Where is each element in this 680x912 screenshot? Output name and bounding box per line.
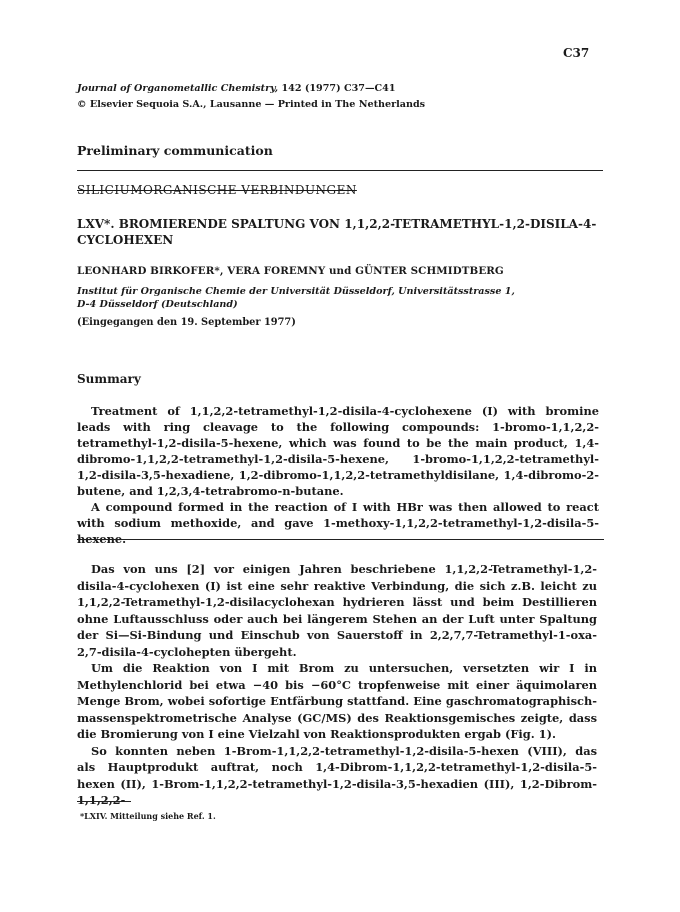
journal-line-1 xyxy=(77,81,425,97)
summary-paragraph: A compound formed in the reaction of I with HBr was then allowed to react with sodium methoxide, and gave 1-methoxy-1,1,2,2-tetramethyl-1,2-disila-5-hexene. xyxy=(77,500,599,546)
affiliation-line-2: D-4 Düsseldorf (Deutschland) xyxy=(77,299,238,310)
article-title: LXV*. BROMIERENDE SPALTUNG VON 1,1,2,2-TETRAMETHYL-1,2-DISILA-4-CYCLOHEXEN xyxy=(77,217,597,247)
journal-title: Journal of Organometallic Chemistry, xyxy=(77,83,279,94)
copyright-line: © Elsevier Sequoia S.A., Lausanne — Printed in The Netherlands xyxy=(77,99,426,110)
body-paragraph: Um die Reaktion von I mit Brom zu untersuchen, versetzten wir I in Methylenchlorid bei etwa −40 bis −60°C tropfenweise mit einer äquimolaren Menge Brom, wobei sofortige Entfärbung stattfand. Eine gaschromatographisch-massenspektrometrische Analyse (GC/MS) des Reaktionsgemisches zeigte, dass die Bromierung von I eine Vielzahl von Reaktionsprodukten ergab (Fig. 1). xyxy=(77,661,597,741)
section-label: Preliminary communication xyxy=(77,143,273,158)
received-date: (Eingegangen den 19. September 1977) xyxy=(77,317,296,328)
summary-text xyxy=(77,403,599,547)
affiliation-line-1: Institut für Organische Chemie der Universität Düsseldorf, Universitätsstrasse 1, xyxy=(77,286,515,297)
journal-citation xyxy=(77,81,425,113)
affiliation xyxy=(77,285,603,311)
body-text xyxy=(77,561,597,809)
footnote-divider xyxy=(77,801,131,802)
author-list: LEONHARD BIRKOFER*, VERA FOREMNY und GÜNTER SCHMIDTBERG xyxy=(77,265,504,277)
header-divider xyxy=(77,170,603,171)
page-number: C37 xyxy=(563,46,590,60)
journal-volume-pages: 142 (1977) C37—C41 xyxy=(278,83,396,94)
summary-paragraph: Treatment of 1,1,2,2-tetramethyl-1,2-disila-4-cyclohexene (I) with bromine leads with ring cleavage to the following compounds: 1-bromo-1,1,2,2-tetramethyl-1,2-disila-5-hexene, which was found to be the main product, 1,4-dibromo-1,1,2,2-tetramethyl-1,2-disila-5-hexene, 1-bromo-1,1,2,2-tetramethyl-1,2-disila-3,5-hexadiene, 1,2-dibromo-1,1,2,2-tetramethyldisilane, 1,4-dibromo-2-butene, and 1,2,3,4-tetrabromo-n-butane. xyxy=(77,404,599,498)
footnote: *LXIV. Mitteilung siehe Ref. 1. xyxy=(80,811,216,821)
body-paragraph: Das von uns [2] vor einigen Jahren beschriebene 1,1,2,2-Tetramethyl-1,2-disila-4-cyclohexen (I) ist eine sehr reaktive Verbindung, die sich z.B. leicht zu 1,1,2,2-Tetramethyl-1,2-disilacyclohexan hydrieren lässt und beim Destillieren ohne Luftausschluss oder auch bei längerem Stehen an der Luft unter Spaltung der Si—Si-Bindung und Einschub von Sauerstoff in 2,2,7,7-Tetramethyl-1-oxa-2,7-disila-4-cyclohepten übergeht. xyxy=(77,562,597,659)
summary-heading: Summary xyxy=(77,372,141,386)
series-title: SILICIUMORGANISCHE VERBINDUNGEN xyxy=(77,183,357,197)
summary-divider xyxy=(77,539,604,540)
body-paragraph: So konnten neben 1-Brom-1,1,2,2-tetramethyl-1,2-disila-5-hexen (VIII), das als Hauptprodukt auftrat, noch 1,4-Dibrom-1,1,2,2-tetramethyl-1,2-disila-5-hexen (II), 1-Brom-1,1,2,2-tetramethyl-1,2-disila-3,5-hexadien (III), 1,2-Dibrom-1,1,2,2- xyxy=(77,743,597,807)
